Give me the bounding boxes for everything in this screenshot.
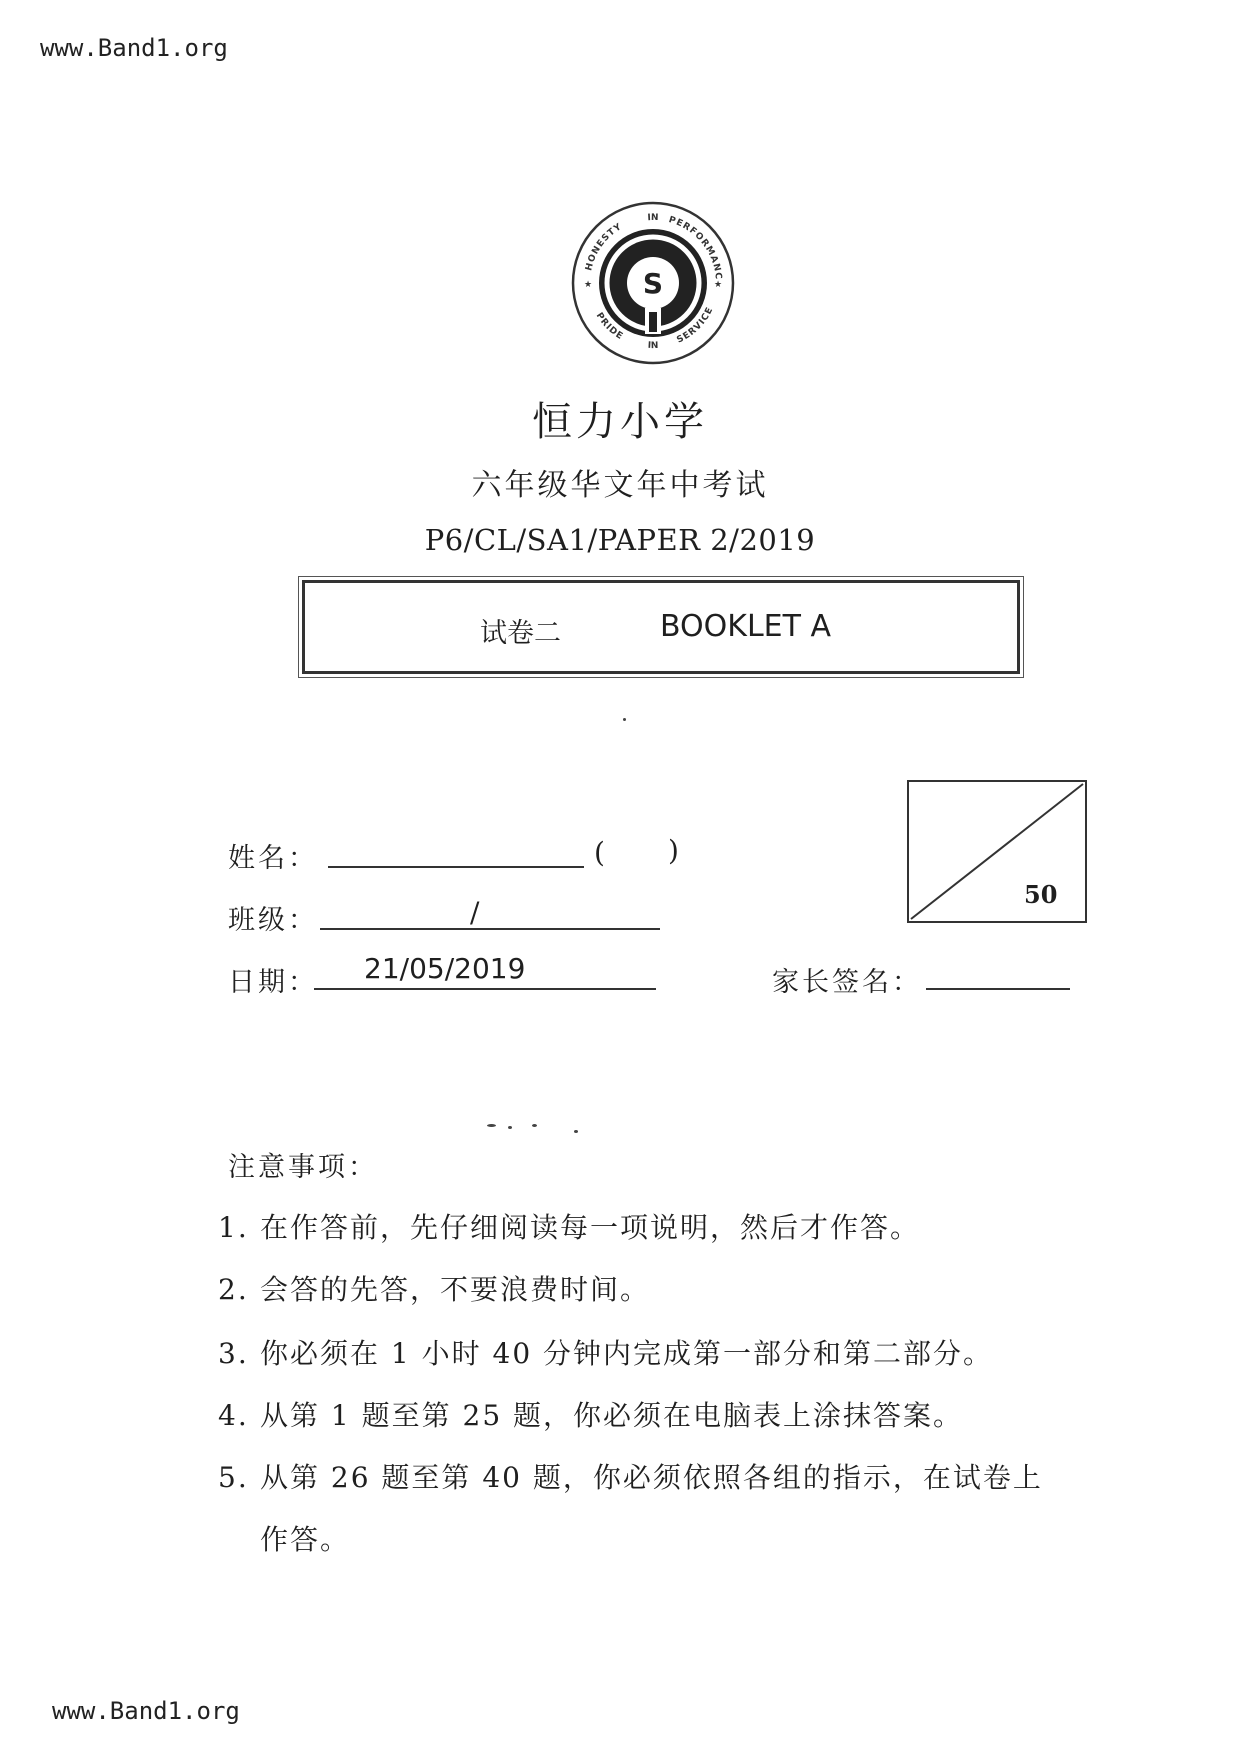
exam-title: 六年级华文年中考试 xyxy=(471,468,769,503)
crest-star-left: ★ xyxy=(584,280,593,290)
scan-speck xyxy=(508,1126,512,1129)
school-name: 恒力小学 xyxy=(532,399,708,445)
parent-signature-field[interactable] xyxy=(926,988,1070,990)
note-item xyxy=(218,1332,993,1372)
score-diagonal xyxy=(909,782,1085,921)
note-text: 你必须在 1 小时 40 分钟内完成第一部分和第二部分。 xyxy=(260,1337,994,1370)
crest-text-left: HONESTY xyxy=(584,221,625,272)
crest-star-right: ★ xyxy=(714,280,723,290)
note-number: 1. xyxy=(218,1211,249,1244)
booklet-label: BOOKLET A xyxy=(660,609,832,644)
name-label: 姓名： xyxy=(228,843,318,874)
note-number: 3. xyxy=(218,1337,249,1370)
crest-text-right: PERFORMANC xyxy=(667,215,724,281)
watermark-top: www.Band1.org xyxy=(40,34,228,62)
name-paren-open: ( xyxy=(594,836,605,869)
booklet-box xyxy=(302,580,1020,674)
note-number: 5. xyxy=(218,1461,249,1494)
name-paren-close: ) xyxy=(668,834,679,867)
date-label: 日期： xyxy=(228,967,318,998)
note-text: 会答的先答，不要浪费时间。 xyxy=(260,1273,651,1306)
class-field[interactable] xyxy=(320,928,660,930)
note-item xyxy=(218,1206,920,1246)
scan-speck xyxy=(574,1130,578,1133)
school-crest-logo xyxy=(570,200,736,366)
scan-speck xyxy=(487,1124,496,1127)
date-field[interactable] xyxy=(314,988,656,990)
svg-text:IN xyxy=(647,213,658,223)
class-label: 班级： xyxy=(228,905,318,936)
note-number: 2. xyxy=(218,1273,249,1306)
paper-code: P6/CL/SA1/PAPER 2/2019 xyxy=(424,523,816,557)
note-item xyxy=(218,1268,650,1308)
crest-text-bottom: IN xyxy=(647,340,659,352)
note-item xyxy=(218,1456,1043,1496)
crest-center-letter: S xyxy=(642,267,664,300)
note-text: 从第 26 题至第 40 题，你必须依照各组的指示，在试卷上 xyxy=(260,1461,1043,1494)
notes-heading: 注意事项： xyxy=(228,1152,378,1183)
score-total: 50 xyxy=(1024,880,1058,909)
name-field[interactable] xyxy=(328,866,584,868)
watermark-bottom: www.Band1.org xyxy=(52,1697,240,1725)
score-box xyxy=(907,780,1087,923)
class-separator: / xyxy=(470,896,480,929)
note-text: 在作答前，先仔细阅读每一项说明，然后才作答。 xyxy=(260,1211,921,1244)
crest-text-top: IN xyxy=(647,212,659,224)
crest-text-bottom-right: SERVICE xyxy=(675,305,716,346)
note-number: 4. xyxy=(218,1399,249,1432)
scan-speck xyxy=(532,1124,537,1127)
svg-text:IN xyxy=(647,341,658,351)
note-text: 从第 1 题至第 25 题，你必须在电脑表上涂抹答案。 xyxy=(260,1399,964,1432)
note-text-continuation: 作答。 xyxy=(260,1523,351,1556)
booklet-paper: 试卷二 xyxy=(480,618,561,649)
parent-signature-label: 家长签名： xyxy=(772,967,922,998)
scan-speck xyxy=(623,718,626,721)
note-item xyxy=(218,1394,963,1434)
crest-text-bottom-left: PRIDE xyxy=(593,311,625,343)
date-value: 21/05/2019 xyxy=(364,952,526,985)
